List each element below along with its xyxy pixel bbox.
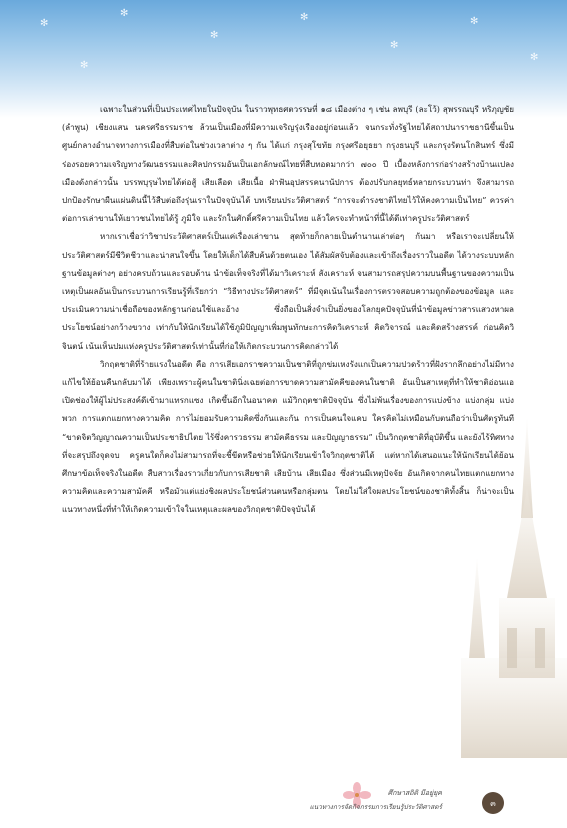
paragraph: วิกฤตชาติที่ร้ายแรงในอดีต คือ การเสียเอกราชความเป็นชาติที่ถูกข่มเหงรังแกเป็นความปวดร้าวที่ฝังรากลึกอย่างไม่มีทางแก้ไขให้ย้อนคืนกลับมาได้ เพียงเพราะผู้คนในชาตินิ่งเฉยต่อการขาดความสามัคคีของคนในชาติ อันเป็นสาเหตุที่ทำให้ชาติอ่อนแอเปิดช่องให้ผู้ไม่ประสงค์ดีเข้ามาแทรกแซง เกิดขึ้นอีกในอนาคต แม้วิกฤตชาติปัจจุบัน ซึ่งไม่พ้นเรื่องของการแบ่งข้าง แบ่งกลุ่ม แบ่งพวก การแตกแยกทางความคิด การไม่ยอมรับความคิดซึ่งกันและกัน การเป็นคนใจแคบ ใครคิดไม่เหมือนกับตนถือว่าเป็นศัตรูทันที “ขาดจิตวิญญาณความเป็นประชาธิปไตย ไร้ซึ่งคารวธรรม สามัคคีธรรม และปัญญาธรรม” เป็นวิกฤตชาติที่อุบัติขึ้น และยังไร้ทิศทางที่จะสรุปถึงจุดจบ ครูคนใดก็คงไม่สามารถที่จะชี้ขีดหรือช่วยให้นักเรียนเข้าใจวิกฤตชาติได้ แต่หากได้เสนอแนะให้นักเรียนได้ย้อนศึกษาข้อเท็จจริงในอดีต สืบสาวเรื่องราวเกี่ยวกับการเสียชาติ เสียบ้าน เสียเมือง ซึ่งส่วนมีเหตุปัจจัย อันเกิดจากคนไทยแตกแยกทางความคิดและความสามัคคี หรือมัวแต่แย่งชิงผลประโยชน์ส่วนตนหรือกลุ่มตน โดยไม่ใส่ใจผลประโยชน์ของชาติทั้งสิ้น ก็น่าจะเป็นแนวทางหนึ่งที่ทำให้เกิดความเข้าใจในเหตุและผลของวิกฤตชาติปัจจุบันได้ <box>62 358 514 515</box>
snowflake-icon: ✻ <box>530 52 539 63</box>
body-text <box>62 100 514 519</box>
snowflake-icon: ✻ <box>470 16 479 27</box>
paragraph: เฉพาะในส่วนที่เป็นประเทศไทยในปัจจุบัน ในราวพุทธศตวรรษที่ ๑๘ เมืองต่าง ๆ เช่น ลพบุรี (ละโว้) สุพรรณบุรี หริภุญชัย (ลำพูน) เชียงแสน นครศรีธรรมราช ล้วนเป็นเมืองที่มีความเจริญรุ่งเรืองอยู่ก่อนแล้ว จนกระทั่งรัฐไทยได้สถาปนาราชธานีขึ้นเป็นศูนย์กลางอำนาจทางการเมืองที่สืบต่อในช่วงเวลาต่าง ๆ กัน ได้แก่ กรุงสุโขทัย กรุงศรีอยุธยา กรุงธนบุรี และกรุงรัตนโกสินทร์ ซึ่งมีร่องรอยความเจริญทางวัฒนธรรมและศิลปกรรมอันเป็นเอกลักษณ์ไทยที่สืบทอดมากว่า ๗๐๐ ปี เบื้องหลังการก่อร่างสร้างบ้านแปลงเมืองดังกล่าวนั้น บรรพบุรุษไทยได้ต่อสู้ เสียเลือด เสียเนื้อ ฝ่าฟันอุปสรรคนานัปการ ต้องปรับกลยุทธ์หลายกระบวนท่า จึงสามารถปกป้องรักษาผืนแผ่นดินนี้ไว้สืบต่อถึงรุ่นเราในปัจจุบันได้ บทเรียนประวัติศาสตร์ “การจะดำรงชาติไทยไว้ให้คงความเป็นไทย” ควรค่าต่อการเล่าขานให้เยาวชนไทยได้รู้ ภูมิใจ และรักในศักดิ์ศรีความเป็นไทย แล้วใครจะทำหน้าที่นี้ได้ดีเท่าครูประวัติศาสตร์ <box>62 104 514 224</box>
snowflake-icon: ✻ <box>210 30 219 41</box>
snowflake-icon: ✻ <box>120 8 129 19</box>
paragraph: หากเราเชื่อว่าวิชาประวัติศาสตร์เป็นแค่เรื่องเล่าขาน สุดท้ายก็กลายเป็นตำนานเล่าต่อๆ กันมา หรือเราจะเปลี่ยนให้ประวัติศาสตร์มีชีวิตชีวาและน่าสนใจขึ้น โดยให้เด็กได้สืบค้นด้วยตนเอง ได้สัมผัสจับต้องและเข้าถึงเรื่องราวในอดีต ได้วางระบบหลักฐานข้อมูลต่างๆ อย่างครบถ้วนและรอบด้าน นำข้อเท็จจริงที่ได้มาวิเคราะห์ สังเคราะห์ จนสามารถสรุปความบนพื้นฐานของความเป็นเหตุเป็นผลอันเป็นกระบวนการเรียนรู้ที่เรียกว่า “วิธีทางประวัติศาสตร์” ที่มีจุดเน้นในเรื่องการตรวจสอบความถูกต้องของข้อมูล และประเมินความน่าเชื่อถือของหลักฐานก่อนใช้และอ้าง ซึ่งถือเป็นสิ่งจำเป็นยิ่งของโลกยุคปัจจุบันที่นำข้อมูลข่าวสารแสวงหาผลประโยชน์อย่างกว้างขวาง เท่ากับให้นักเรียนได้ใช้ภูมิปัญญาเพิ่มพูนทักษะการคิดวิเคราะห์ คิดวิจารณ์ และคิดสร้างสรรค์ ก่อนคิดวิจินตน์ เน้นเห็นปมแห่งครูประวัติศาสตร์เท่านั้นที่ก่อให้เกิดกระบวนการคิดกล่าวได้ <box>62 231 514 351</box>
footer-book-title: แนวทางการจัดกิจกรรมการเรียนรู้ประวัติศาสตร์ <box>309 803 442 811</box>
snowflake-icon: ✻ <box>300 12 309 23</box>
page-number: ๓ <box>482 792 504 814</box>
snowflake-icon: ✻ <box>80 60 89 71</box>
footer <box>300 788 500 828</box>
snowflake-icon: ✻ <box>390 40 399 51</box>
snowflake-icon: ✻ <box>40 18 49 29</box>
footer-author: ศึกษาสถิติ มีอยู่ยุค <box>387 789 442 797</box>
